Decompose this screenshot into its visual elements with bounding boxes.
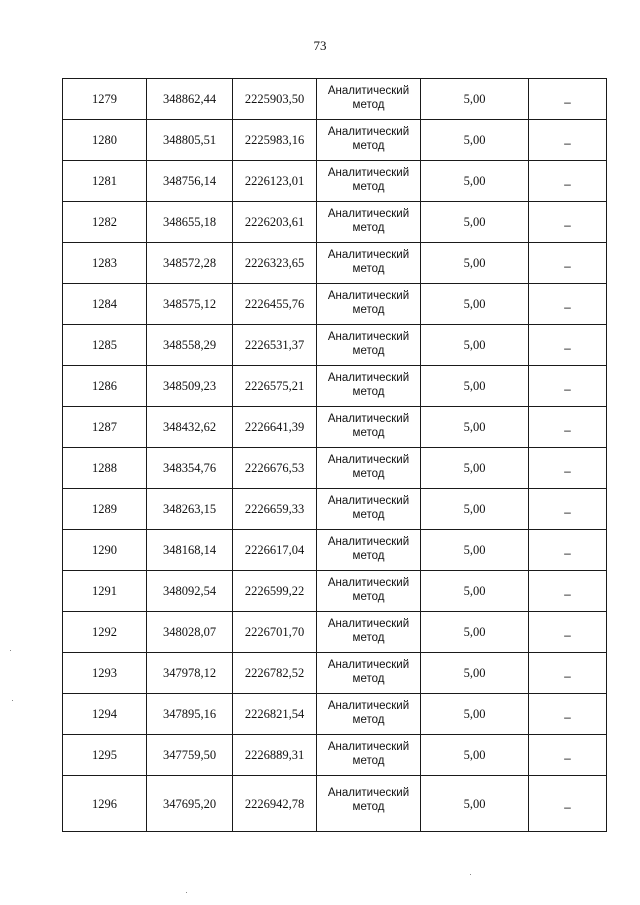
method-cell — [317, 284, 421, 325]
point-number-cell: 1285 — [63, 325, 147, 366]
method-cell — [317, 407, 421, 448]
x-coordinate-cell: 348756,14 — [147, 161, 233, 202]
method-cell — [317, 243, 421, 284]
method-line-2: метод — [352, 801, 385, 813]
method-line-2: метод — [352, 386, 385, 398]
accuracy-cell: 5,00 — [421, 79, 529, 120]
note-cell — [529, 202, 607, 243]
point-number-cell: 1280 — [63, 120, 147, 161]
point-number-cell: 1292 — [63, 612, 147, 653]
table-row — [63, 489, 607, 530]
coordinates-table-body — [63, 79, 607, 832]
note-dash: – — [564, 669, 571, 683]
method-line-1: Аналитический — [327, 741, 410, 753]
accuracy-cell: 5,00 — [421, 448, 529, 489]
note-cell — [529, 612, 607, 653]
table-row — [63, 202, 607, 243]
accuracy-cell: 5,00 — [421, 407, 529, 448]
method-cell — [317, 612, 421, 653]
table-row — [63, 448, 607, 489]
x-coordinate-cell: 347759,50 — [147, 735, 233, 776]
table-row — [63, 79, 607, 120]
point-number-cell: 1291 — [63, 571, 147, 612]
accuracy-cell: 5,00 — [421, 243, 529, 284]
x-coordinate-cell: 348558,29 — [147, 325, 233, 366]
y-coordinate-cell: 2225903,50 — [233, 79, 317, 120]
note-cell — [529, 735, 607, 776]
table-row — [63, 735, 607, 776]
method-cell — [317, 202, 421, 243]
point-number-cell: 1281 — [63, 161, 147, 202]
accuracy-cell: 5,00 — [421, 530, 529, 571]
method-line-2: метод — [352, 755, 385, 767]
note-dash: – — [564, 710, 571, 724]
x-coordinate-cell: 348168,14 — [147, 530, 233, 571]
accuracy-cell: 5,00 — [421, 735, 529, 776]
accuracy-cell: 5,00 — [421, 489, 529, 530]
method-line-1: Аналитический — [327, 126, 410, 138]
accuracy-cell: 5,00 — [421, 120, 529, 161]
accuracy-cell: 5,00 — [421, 653, 529, 694]
method-line-2: метод — [352, 263, 385, 275]
note-cell — [529, 694, 607, 735]
note-cell — [529, 79, 607, 120]
method-line-1: Аналитический — [327, 85, 410, 97]
table-row — [63, 612, 607, 653]
accuracy-cell: 5,00 — [421, 366, 529, 407]
y-coordinate-cell: 2226659,33 — [233, 489, 317, 530]
method-line-2: метод — [352, 714, 385, 726]
coordinates-table — [62, 78, 607, 832]
point-number-cell: 1294 — [63, 694, 147, 735]
method-line-2: метод — [352, 345, 385, 357]
method-line-2: метод — [352, 468, 385, 480]
table-row — [63, 120, 607, 161]
y-coordinate-cell: 2226203,61 — [233, 202, 317, 243]
point-number-cell: 1287 — [63, 407, 147, 448]
method-line-1: Аналитический — [327, 700, 410, 712]
point-number-cell: 1286 — [63, 366, 147, 407]
note-dash: – — [564, 546, 571, 560]
point-number-cell: 1290 — [63, 530, 147, 571]
y-coordinate-cell: 2226599,22 — [233, 571, 317, 612]
note-dash: – — [564, 464, 571, 478]
point-number-cell: 1293 — [63, 653, 147, 694]
note-cell — [529, 530, 607, 571]
method-line-2: метод — [352, 427, 385, 439]
note-dash: – — [564, 259, 571, 273]
method-cell — [317, 448, 421, 489]
method-cell — [317, 366, 421, 407]
x-coordinate-cell: 348575,12 — [147, 284, 233, 325]
method-line-2: метод — [352, 181, 385, 193]
scan-speck — [10, 650, 11, 651]
y-coordinate-cell: 2226323,65 — [233, 243, 317, 284]
y-coordinate-cell: 2226617,04 — [233, 530, 317, 571]
note-cell — [529, 243, 607, 284]
accuracy-cell: 5,00 — [421, 284, 529, 325]
x-coordinate-cell: 347895,16 — [147, 694, 233, 735]
method-cell — [317, 571, 421, 612]
table-row — [63, 284, 607, 325]
method-line-1: Аналитический — [327, 495, 410, 507]
note-dash: – — [564, 300, 571, 314]
note-dash: – — [564, 95, 571, 109]
x-coordinate-cell: 348263,15 — [147, 489, 233, 530]
x-coordinate-cell: 347695,20 — [147, 776, 233, 832]
x-coordinate-cell: 348509,23 — [147, 366, 233, 407]
method-cell — [317, 776, 421, 832]
method-line-1: Аналитический — [327, 249, 410, 261]
x-coordinate-cell: 348572,28 — [147, 243, 233, 284]
method-line-1: Аналитический — [327, 290, 410, 302]
scan-speck — [186, 892, 187, 893]
note-cell — [529, 571, 607, 612]
x-coordinate-cell: 348432,62 — [147, 407, 233, 448]
note-dash: – — [564, 218, 571, 232]
method-line-1: Аналитический — [327, 659, 410, 671]
y-coordinate-cell: 2226701,70 — [233, 612, 317, 653]
y-coordinate-cell: 2226782,52 — [233, 653, 317, 694]
method-line-2: метод — [352, 673, 385, 685]
x-coordinate-cell: 348092,54 — [147, 571, 233, 612]
method-cell — [317, 161, 421, 202]
x-coordinate-cell: 348028,07 — [147, 612, 233, 653]
method-line-2: метод — [352, 222, 385, 234]
method-cell — [317, 325, 421, 366]
method-line-1: Аналитический — [327, 413, 410, 425]
table-row — [63, 243, 607, 284]
table-row — [63, 530, 607, 571]
page-number: 73 — [313, 38, 327, 53]
method-line-1: Аналитический — [327, 577, 410, 589]
x-coordinate-cell: 348862,44 — [147, 79, 233, 120]
x-coordinate-cell: 348655,18 — [147, 202, 233, 243]
x-coordinate-cell: 347978,12 — [147, 653, 233, 694]
point-number-cell: 1284 — [63, 284, 147, 325]
y-coordinate-cell: 2226676,53 — [233, 448, 317, 489]
method-line-2: метод — [352, 304, 385, 316]
table-row — [63, 653, 607, 694]
note-cell — [529, 776, 607, 832]
note-dash: – — [564, 177, 571, 191]
y-coordinate-cell: 2226641,39 — [233, 407, 317, 448]
note-dash: – — [564, 136, 571, 150]
note-cell — [529, 161, 607, 202]
point-number-cell: 1283 — [63, 243, 147, 284]
point-number-cell: 1288 — [63, 448, 147, 489]
method-line-1: Аналитический — [327, 372, 410, 384]
accuracy-cell: 5,00 — [421, 694, 529, 735]
note-cell — [529, 325, 607, 366]
note-cell — [529, 120, 607, 161]
y-coordinate-cell: 2226942,78 — [233, 776, 317, 832]
accuracy-cell: 5,00 — [421, 325, 529, 366]
table-row — [63, 694, 607, 735]
method-cell — [317, 79, 421, 120]
scan-speck — [12, 700, 13, 701]
note-cell — [529, 448, 607, 489]
note-dash: – — [564, 341, 571, 355]
note-dash: – — [564, 505, 571, 519]
method-cell — [317, 735, 421, 776]
note-dash: – — [564, 423, 571, 437]
point-number-cell: 1289 — [63, 489, 147, 530]
table-row — [63, 366, 607, 407]
method-line-1: Аналитический — [327, 331, 410, 343]
point-number-cell: 1296 — [63, 776, 147, 832]
method-cell — [317, 530, 421, 571]
method-line-2: метод — [352, 550, 385, 562]
x-coordinate-cell: 348805,51 — [147, 120, 233, 161]
note-cell — [529, 653, 607, 694]
method-line-1: Аналитический — [327, 454, 410, 466]
note-dash: – — [564, 382, 571, 396]
table-row — [63, 407, 607, 448]
y-coordinate-cell: 2226821,54 — [233, 694, 317, 735]
table-row — [63, 161, 607, 202]
method-line-2: метод — [352, 140, 385, 152]
note-cell — [529, 366, 607, 407]
x-coordinate-cell: 348354,76 — [147, 448, 233, 489]
accuracy-cell: 5,00 — [421, 776, 529, 832]
method-line-2: метод — [352, 632, 385, 644]
table-row — [63, 776, 607, 832]
note-dash: – — [564, 799, 571, 814]
note-cell — [529, 489, 607, 530]
method-line-2: метод — [352, 99, 385, 111]
note-dash: – — [564, 751, 571, 765]
method-cell — [317, 694, 421, 735]
accuracy-cell: 5,00 — [421, 612, 529, 653]
y-coordinate-cell: 2226889,31 — [233, 735, 317, 776]
method-line-1: Аналитический — [327, 536, 410, 548]
y-coordinate-cell: 2226575,21 — [233, 366, 317, 407]
method-line-2: метод — [352, 591, 385, 603]
table-row — [63, 571, 607, 612]
note-cell — [529, 407, 607, 448]
method-line-2: метод — [352, 509, 385, 521]
method-line-1: Аналитический — [327, 208, 410, 220]
note-dash: – — [564, 628, 571, 642]
method-cell — [317, 653, 421, 694]
point-number-cell: 1295 — [63, 735, 147, 776]
method-line-1: Аналитический — [327, 618, 410, 630]
note-dash: – — [564, 587, 571, 601]
method-cell — [317, 489, 421, 530]
point-number-cell: 1282 — [63, 202, 147, 243]
accuracy-cell: 5,00 — [421, 161, 529, 202]
table-row — [63, 325, 607, 366]
y-coordinate-cell: 2226123,01 — [233, 161, 317, 202]
note-cell — [529, 284, 607, 325]
y-coordinate-cell: 2225983,16 — [233, 120, 317, 161]
point-number-cell: 1279 — [63, 79, 147, 120]
method-line-1: Аналитический — [327, 167, 410, 179]
method-cell — [317, 120, 421, 161]
method-line-1: Аналитический — [327, 787, 410, 799]
scan-speck — [470, 874, 471, 875]
y-coordinate-cell: 2226531,37 — [233, 325, 317, 366]
y-coordinate-cell: 2226455,76 — [233, 284, 317, 325]
accuracy-cell: 5,00 — [421, 202, 529, 243]
accuracy-cell: 5,00 — [421, 571, 529, 612]
